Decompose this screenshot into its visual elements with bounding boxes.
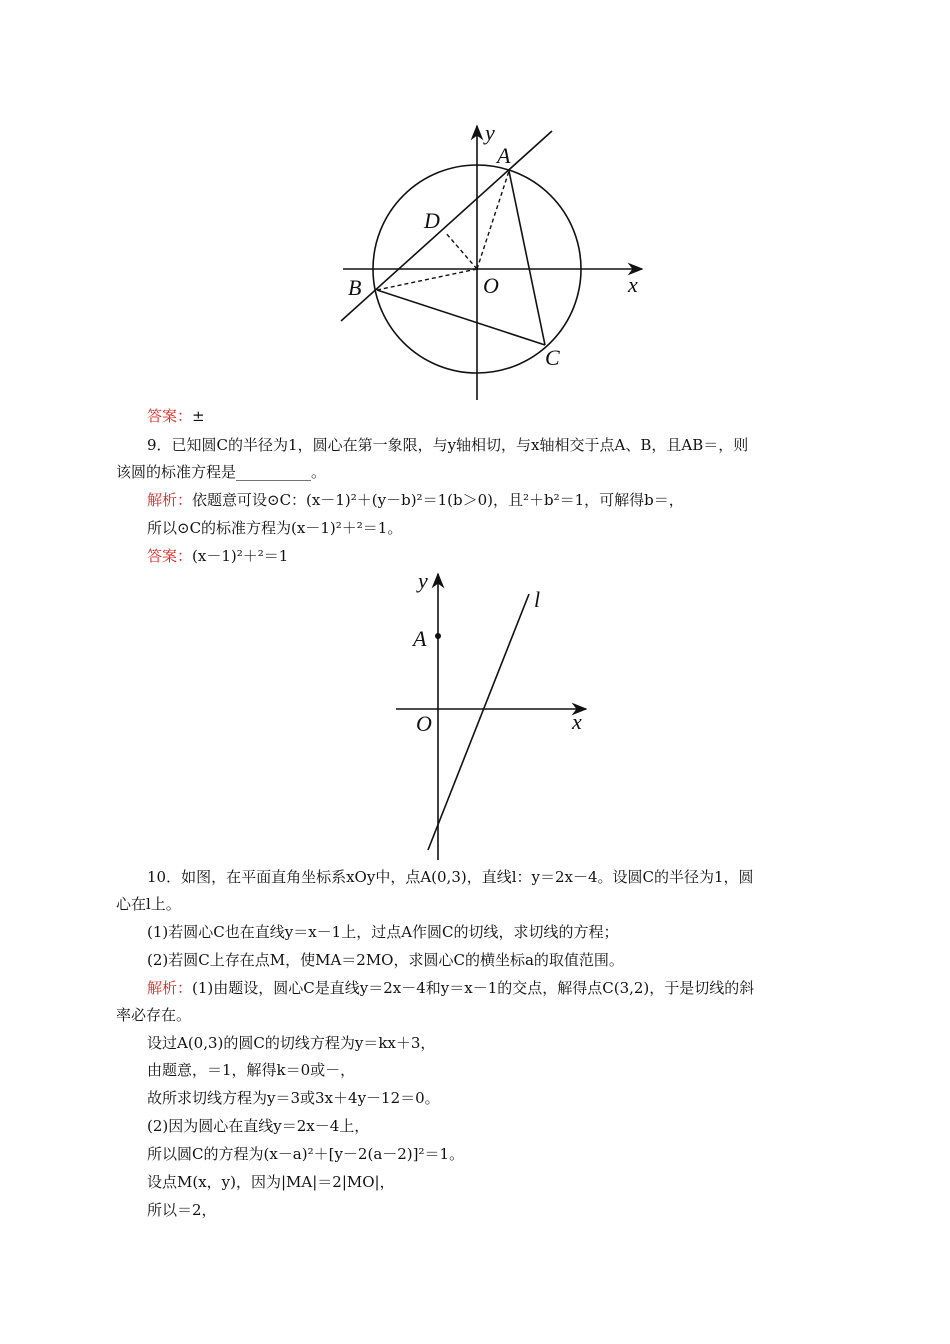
sol10-line6: (2)因为圆心在直线y＝2x－4上， bbox=[147, 1117, 370, 1135]
label-b: B bbox=[348, 275, 362, 300]
label-o: O bbox=[483, 273, 499, 298]
answer-value: ± bbox=[192, 407, 205, 425]
segment-bc bbox=[377, 290, 545, 345]
sol10-text1: (1)由题设，圆心C是直线y＝2x－4和y＝x－1的交点，解得点C(3,2)，于是切线的斜 bbox=[192, 979, 755, 997]
line-l bbox=[428, 594, 529, 850]
segment-ob-dashed bbox=[377, 269, 477, 290]
q10-line1: 10．如图，在平面直角坐标系xOy中，点A(0,3)，直线l：y＝2x－4。设圆C的半径为1，圆 bbox=[147, 868, 754, 886]
q10-part2: (2)若圆C上存在点M，使MA＝2MO，求圆心C的横坐标a的取值范围。 bbox=[147, 951, 624, 969]
sol10-line8: 设点M(x，y)，因为|MA|＝2|MO|， bbox=[147, 1173, 395, 1191]
label-x: x bbox=[572, 709, 582, 734]
answer-label: 答案： bbox=[147, 547, 193, 565]
figure-line-l bbox=[390, 565, 600, 865]
sol9-line1 bbox=[147, 490, 684, 510]
label-d: D bbox=[424, 208, 440, 233]
segment-oa-dashed bbox=[477, 171, 509, 269]
q10-part1: (1)若圆心C也在直线y＝x－1上，过点A作圆C的切线，求切线的方程； bbox=[147, 923, 619, 941]
sol10-line2: 率必存在。 bbox=[116, 1006, 192, 1024]
q9-line2: 该圆的标准方程是__________。 bbox=[116, 463, 327, 481]
label-y: y bbox=[418, 568, 428, 593]
figure-circle-triangle bbox=[330, 115, 660, 410]
sol10-line1 bbox=[147, 978, 754, 998]
label-x: x bbox=[628, 272, 638, 297]
segment-od-dashed bbox=[445, 232, 477, 269]
sol10-line9: 所以＝2， bbox=[147, 1201, 217, 1219]
sol10-line7: 所以圆C的方程为(x－a)²＋[y－2(a－2)]²＝1。 bbox=[147, 1145, 465, 1163]
answer-value: (x－1)²＋²＝1 bbox=[192, 547, 289, 565]
q10-line2: 心在l上。 bbox=[116, 895, 181, 913]
segment-ac bbox=[509, 171, 545, 345]
answer-label: 答案： bbox=[147, 407, 193, 425]
label-y: y bbox=[485, 120, 495, 145]
sol9-line2: 所以⊙C的标准方程为(x－1)²＋²＝1。 bbox=[147, 519, 403, 537]
solution-label: 解析： bbox=[147, 979, 193, 997]
point-a bbox=[435, 633, 441, 639]
sol9-text1: 依题意可设⊙C：(x－1)²＋(y－b)²＝1(b＞0)，且²＋b²＝1，可解得b＝， bbox=[192, 491, 684, 509]
label-c: C bbox=[545, 345, 560, 370]
label-l: l bbox=[534, 587, 541, 612]
sol10-line4: 由题意，＝1，解得k＝0或－， bbox=[147, 1061, 356, 1079]
q9-line1: 9．已知圆C的半径为1，圆心在第一象限，与y轴相切，与x轴相交于点A、B，且AB＝，则 bbox=[147, 436, 749, 454]
sol10-line3: 设过A(0,3)的圆C的切线方程为y＝kx＋3， bbox=[147, 1034, 436, 1052]
sol10-line5: 故所求切线方程为y＝3或3x＋4y－12＝0。 bbox=[147, 1089, 440, 1107]
label-a: A bbox=[497, 143, 511, 168]
answer-9 bbox=[147, 546, 288, 566]
answer-8 bbox=[147, 406, 205, 426]
label-o: O bbox=[416, 711, 432, 736]
label-a: A bbox=[413, 626, 427, 651]
solution-label: 解析： bbox=[147, 491, 193, 509]
